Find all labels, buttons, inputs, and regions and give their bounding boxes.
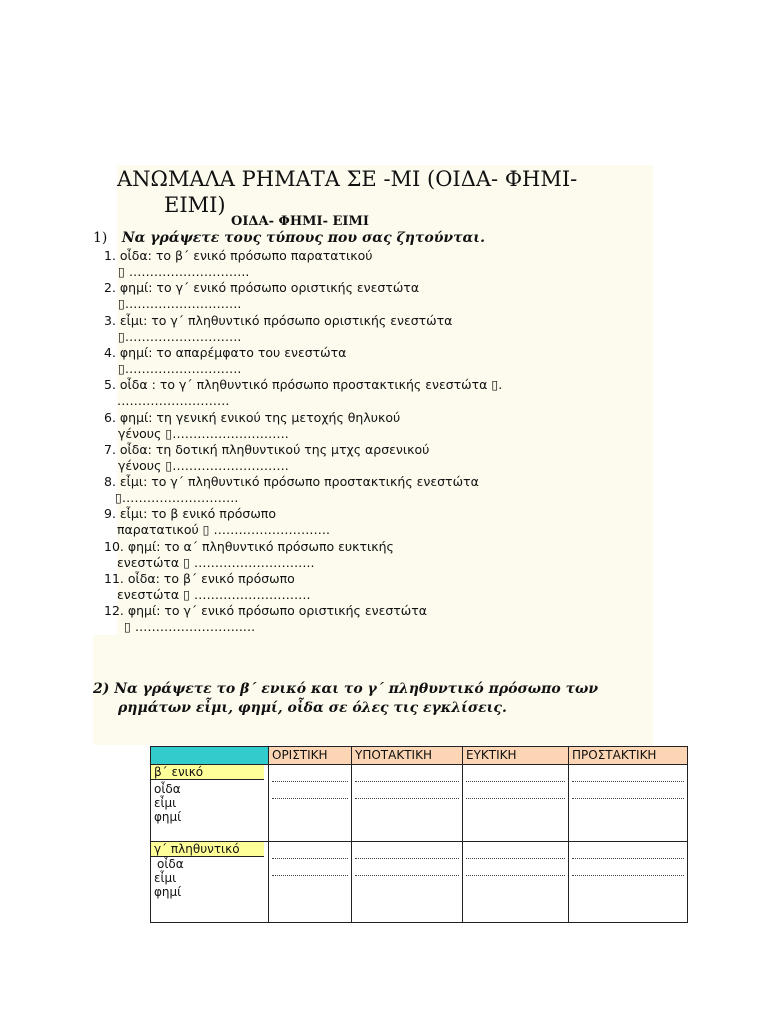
page-title — [117, 166, 637, 218]
answer-cell[interactable] — [463, 765, 569, 842]
answer-blank-1[interactable]: ▯ ……………………….. — [118, 264, 250, 279]
question-1-number: 1) — [93, 230, 108, 246]
answer-blank-5[interactable]: ……………………… — [117, 393, 230, 408]
verb-label: οἶδα — [154, 782, 181, 796]
exercise-item-2: 2. φημί: το γ΄ ενικό πρόσωπο οριστικής ενεστώτα — [104, 280, 420, 295]
table-row-plural — [151, 842, 688, 923]
answer-blank-9[interactable]: παρατατικού ▯ ………………………. — [117, 522, 331, 537]
question-1-text: Να γράψετε τους τύπους που σας ζητούνται. — [121, 230, 485, 246]
answer-blank-10[interactable]: ενεστώτα ▯ ……………………….. — [117, 555, 315, 570]
conjugation-table — [150, 746, 688, 923]
exercise-item-1: 1. οἶδα: το β΄ ενικό πρόσωπο παρατατικού — [104, 248, 373, 263]
answer-cell[interactable] — [269, 765, 352, 842]
verb-label: οἶδα — [157, 857, 184, 871]
answer-cell[interactable] — [569, 842, 688, 923]
exercise-item-9: 9. εἶμι: το β ενικό πρόσωπο — [104, 506, 276, 521]
table-header-row — [151, 747, 688, 765]
exercise-item-12: 12. φημί: το γ΄ ενικό πρόσωπο οριστικής ενεστώτα — [104, 603, 428, 618]
verb-label: φημί — [154, 810, 182, 824]
answer-blank-7[interactable]: γένους ▯………………………. — [118, 458, 289, 473]
question-2-line-1: 2) Να γράψετε το β΄ ενικό και το γ΄ πληθυντικό πρόσωπο των — [93, 681, 599, 697]
exercise-item-6: 6. φημί: τη γενική ενικού της μετοχής θηλυκού — [104, 410, 401, 425]
exercise-item-7: 7. οἶδα: τη δοτική πληθυντικού της μτχς αρσενικού — [104, 442, 430, 457]
exercise-item-4: 4. φημί: το απαρέμφατο του ενεστώτα — [104, 345, 347, 360]
answer-blank-12[interactable]: ▯ ……………………..… — [124, 619, 256, 634]
header-ypotaktiki: ΥΠΟΤΑΚΤΙΚΗ — [352, 747, 463, 765]
subtitle: ΟΙΔΑ- ΦΗΜΙ- ΕΙΜΙ — [231, 214, 369, 229]
answer-cell[interactable] — [569, 765, 688, 842]
answer-cell[interactable] — [463, 842, 569, 923]
answer-blank-6[interactable]: γένους ▯………………………. — [118, 426, 289, 441]
answer-cell[interactable] — [352, 842, 463, 923]
title-line-1: ΑΝΩΜΑΛΑ ΡΗΜΑΤΑ ΣΕ -ΜΙ (ΟΙΔΑ- ΦΗΜΙ- — [117, 167, 578, 191]
exercise-item-11: 11. οἶδα: το β΄ ενικό πρόσωπο — [104, 571, 295, 586]
answer-blank-11[interactable]: ενεστώτα ▯ ………………………. — [117, 587, 311, 602]
exercise-item-10: 10. φημί: το α΄ πληθυντικό πρόσωπο ευκτικής — [104, 539, 394, 554]
question-2 — [93, 680, 598, 718]
answer-blank-4[interactable]: ▯………………………. — [118, 361, 242, 376]
header-eyktiki: ΕΥΚΤΙΚΗ — [463, 747, 569, 765]
group-label-singular: β΄ ενικό — [151, 765, 264, 780]
exercise-item-5: 5. οἶδα : το γ΄ πληθυντικό πρόσωπο προστακτικής ενεστώτα ▯. — [104, 377, 503, 392]
exercise-item-3: 3. εἶμι: το γ΄ πληθυντικό πρόσωπο οριστικής ενεστώτα — [104, 313, 453, 328]
answer-blank-8[interactable]: ▯………………………. — [115, 490, 239, 505]
group-cell-singular — [151, 765, 269, 842]
question-2-line-2: ρημάτων εἶμι, φημί, οἶδα σε όλες τις εγκλίσεις. — [118, 700, 507, 716]
title-line-2: ΕΙΜΙ) — [164, 193, 226, 217]
exercise-item-8: 8. εἶμι: το γ΄ πληθυντικό πρόσωπο προστακτικής ενεστώτα — [104, 474, 479, 489]
answer-blank-3[interactable]: ▯………………………. — [118, 329, 242, 344]
verb-label: φημί — [154, 885, 182, 899]
verb-label: εἶμι — [154, 796, 177, 810]
group-label-plural: γ΄ πληθυντικό — [151, 842, 264, 857]
verb-label: εἶμι — [154, 871, 177, 885]
header-prostaktiki: ΠΡΟΣΤΑΚΤΙΚΗ — [569, 747, 688, 765]
header-oristiki: ΟΡΙΣΤΙΚΗ — [269, 747, 352, 765]
question-1 — [93, 230, 485, 246]
answer-blank-2[interactable]: ▯………………………. — [118, 296, 242, 311]
answer-cell[interactable] — [269, 842, 352, 923]
table-corner-cell — [151, 747, 269, 765]
table-row-singular — [151, 765, 688, 842]
group-cell-plural — [151, 842, 269, 923]
answer-cell[interactable] — [352, 765, 463, 842]
